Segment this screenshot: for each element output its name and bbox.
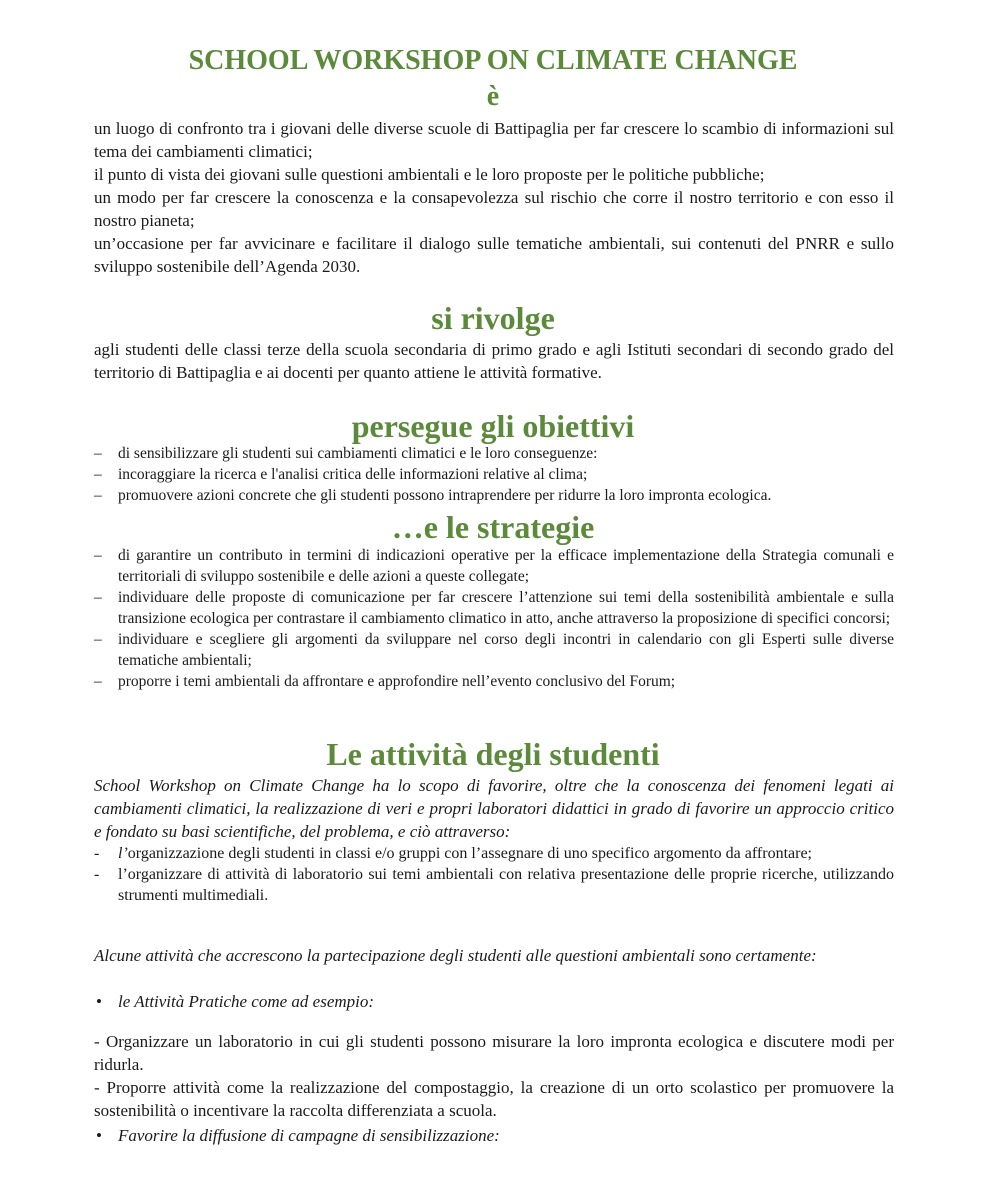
list-item: – promuovere azioni concrete che gli studenti possono intraprendere per ridurre la loro impronta ecologica.	[94, 487, 772, 504]
list-item: – di garantire un contributo in termini di indicazioni operative per la efficace implementazione della Strategia comunali e territoriali di sviluppo sostenibile e delle azioni a queste collegate;	[94, 547, 894, 585]
list-item: - l’organizzazione degli studenti in classi e/o gruppi con l’assegnare di uno specifico argomento da affrontare;	[94, 845, 812, 862]
attivita-list	[94, 843, 894, 906]
subtitle-e: è	[486, 81, 500, 112]
bullet-icon: •	[96, 992, 102, 1011]
heading-strategie: …e le strategie	[391, 509, 595, 545]
practical-block	[94, 1030, 894, 1122]
dash-marker: –	[94, 487, 102, 504]
strategie-list	[94, 545, 894, 692]
dash-marker: –	[94, 589, 102, 606]
dash-marker: –	[94, 445, 102, 462]
list-item: - l’organizzare di attività di laboratorio sui temi ambientali con relativa presentazione delle proprie ricerche, utilizzando strumenti multimediali.	[94, 866, 894, 904]
intro-paragraph: un luogo di confronto tra i giovani delle diverse scuole di Battipaglia per far crescere lo scambio di informazioni sul tema dei cambiamenti climatici;	[94, 119, 894, 161]
document-title: SCHOOL WORKSHOP ON CLIMATE CHANGE	[188, 45, 798, 76]
bullet-icon: •	[96, 1126, 102, 1145]
list-item: – individuare e scegliere gli argomenti da sviluppare nel corso degli incontri in calendario con gli Esperti sulle diverse tematiche ambientali;	[94, 631, 894, 669]
intro-block	[94, 117, 894, 278]
dash-marker: –	[94, 547, 102, 564]
heading-si-rivolge: si rivolge	[431, 300, 555, 336]
bullet-attivita-pratiche: • le Attività Pratiche come ad esempio:	[96, 992, 375, 1011]
list-item: – proporre i temi ambientali da affrontare e approfondire nell’evento conclusivo del Forum;	[94, 673, 676, 690]
dash-marker: –	[94, 673, 102, 690]
rivolge-text: agli studenti delle classi terze della scuola secondaria di primo grado e agli Istituti secondari di secondo grado del territorio di Battipaglia e ai docenti per quanto attiene le attività formative.	[94, 340, 894, 382]
dash-marker: –	[94, 466, 102, 483]
heading-attivita: Le attività degli studenti	[326, 736, 660, 772]
obiettivi-list	[94, 443, 894, 506]
list-item: – individuare delle proposte di comunicazione per far crescere l’attenzione sui temi della sostenibilità ambientale e sulla transizione ecologica per contrastare il cambiamento climatico in atto, anche attraverso la proposizione di specifici concorsi;	[94, 589, 894, 627]
dash-marker: -	[94, 866, 100, 883]
dash-marker: –	[94, 631, 102, 648]
participation-intro: Alcune attività che accrescono la partecipazione degli studenti alle questioni ambientali sono certamente:	[94, 946, 817, 965]
intro-paragraph: un modo per far crescere la conoscenza e la consapevolezza sul rischio che corre il nostro territorio e con esso il nostro pianeta;	[94, 188, 894, 230]
bullet-campagne: • Favorire la diffusione di campagne di sensibilizzazione:	[96, 1126, 500, 1145]
practical-paragraph: - Proporre attività come la realizzazione del compostaggio, la creazione di un orto scolastico per promuovere la sostenibilità o incentivare la raccolta differenziata a scuola.	[94, 1078, 894, 1120]
intro-paragraph: un’occasione per far avvicinare e facilitare il dialogo sulle tematiche ambientali, sui contenuti del PNRR e sullo sviluppo sostenibile dell’Agenda 2030.	[94, 234, 894, 276]
intro-paragraph: il punto di vista dei giovani sulle questioni ambientali e le loro proposte per le politiche pubbliche;	[94, 165, 765, 184]
list-item: – incoraggiare la ricerca e l'analisi critica delle informazioni relative al clima;	[94, 466, 588, 483]
attivita-intro: School Workshop on Climate Change ha lo scopo di favorire, oltre che la conoscenza dei fenomeni legati ai cambiamenti climatici, la realizzazione di veri e propri laboratori didattici in grado di favorire un approccio critico e fondato su basi scientifiche, del problema, e ciò attraverso:	[94, 776, 894, 841]
dash-marker: -	[94, 845, 100, 862]
heading-obiettivi: persegue gli obiettivi	[351, 408, 635, 444]
list-item: – di sensibilizzare gli studenti sui cambiamenti climatici e le loro conseguenze:	[94, 445, 598, 462]
practical-paragraph: - Organizzare un laboratorio in cui gli studenti possono misurare la loro impronta ecologica e discutere modi per ridurla.	[94, 1032, 894, 1074]
